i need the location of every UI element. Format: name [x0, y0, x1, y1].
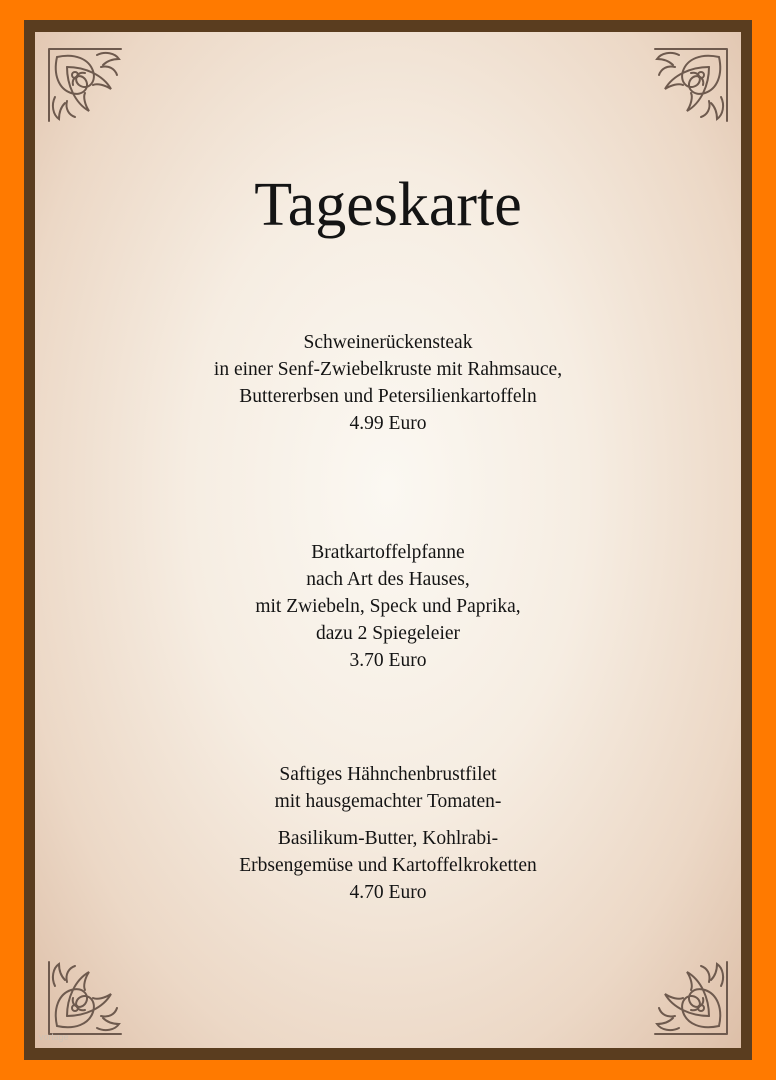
- dish-price: 4.70 Euro: [349, 882, 427, 903]
- dish-description: dazu 2 Spiegeleier: [315, 623, 461, 644]
- dish-2: [35, 539, 741, 674]
- menu-card: [35, 32, 741, 1048]
- dish-description: mit Zwiebeln, Speck und Paprika,: [255, 596, 521, 617]
- dish-description: nach Art des Hauses,: [306, 569, 470, 590]
- dish-description: Buttererbsen und Petersilienkartoffeln: [239, 386, 537, 407]
- menu-title: Tageskarte: [254, 171, 522, 239]
- menu-content: [35, 32, 741, 1048]
- dish-name: Bratkartoffelpfanne: [311, 542, 465, 563]
- dish-name: Schweinerückensteak: [303, 332, 473, 353]
- dish-price: 4.99 Euro: [349, 413, 427, 434]
- dish-price: 3.70 Euro: [349, 650, 427, 671]
- dish-3: [35, 761, 741, 906]
- dish-name: Saftiges Hähnchenbrustfilet: [279, 764, 497, 785]
- watermark-text: vorlage: [39, 1032, 69, 1042]
- dish-description: in einer Senf-Zwiebelkruste mit Rahmsauce,: [213, 359, 563, 380]
- dish-description: mit hausgemachter Tomaten-: [274, 791, 502, 812]
- dish-description: Erbsengemüse und Kartoffelkroketten: [239, 855, 537, 876]
- dish-1: [35, 329, 741, 437]
- dish-description: Basilikum-Butter, Kohlrabi-: [277, 828, 499, 849]
